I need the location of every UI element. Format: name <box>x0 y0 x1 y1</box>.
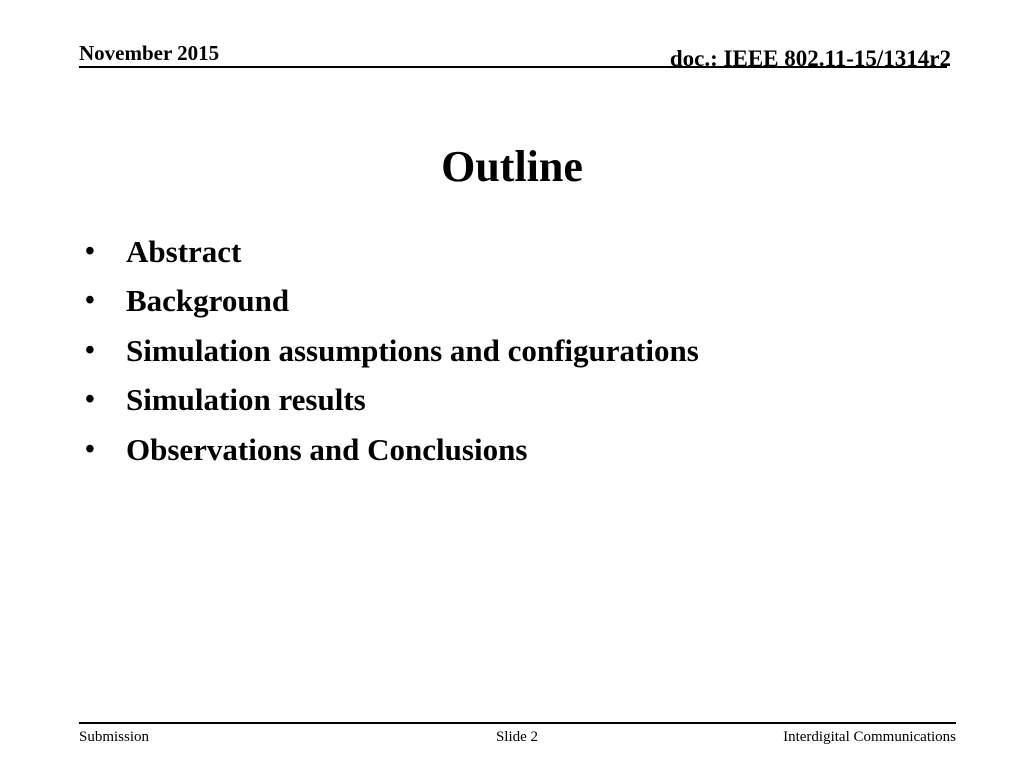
bullet-icon: • <box>85 433 95 465</box>
document-id: doc.: IEEE 802.11-15/1314r2 <box>669 46 951 71</box>
outline-item-simulation-results <box>85 376 699 426</box>
outline-item-abstract <box>85 227 699 277</box>
outline-item-label: Abstract <box>126 233 242 269</box>
bullet-icon: • <box>85 384 95 416</box>
outline-item-label: Observations and Conclusions <box>126 431 528 467</box>
outline-item-label: Simulation results <box>126 382 366 418</box>
header-divider <box>79 66 947 68</box>
outline-item-observations <box>85 425 699 475</box>
outline-item-label: Background <box>126 283 290 319</box>
outline-list <box>85 227 699 475</box>
slide-number: Slide 2 <box>495 729 539 745</box>
slide-title: Outline <box>441 142 583 192</box>
footer-divider <box>79 722 956 724</box>
header-date: November 2015 <box>79 41 220 65</box>
footer-submission: Submission <box>79 729 150 745</box>
bullet-icon: • <box>85 334 95 366</box>
bullet-icon: • <box>85 285 95 317</box>
outline-item-background <box>85 277 699 327</box>
bullet-icon: • <box>85 235 95 267</box>
footer-organization: Interdigital Communications <box>783 729 956 745</box>
outline-item-simulation-assumptions <box>85 326 699 376</box>
outline-item-label: Simulation assumptions and configurations <box>126 332 699 368</box>
